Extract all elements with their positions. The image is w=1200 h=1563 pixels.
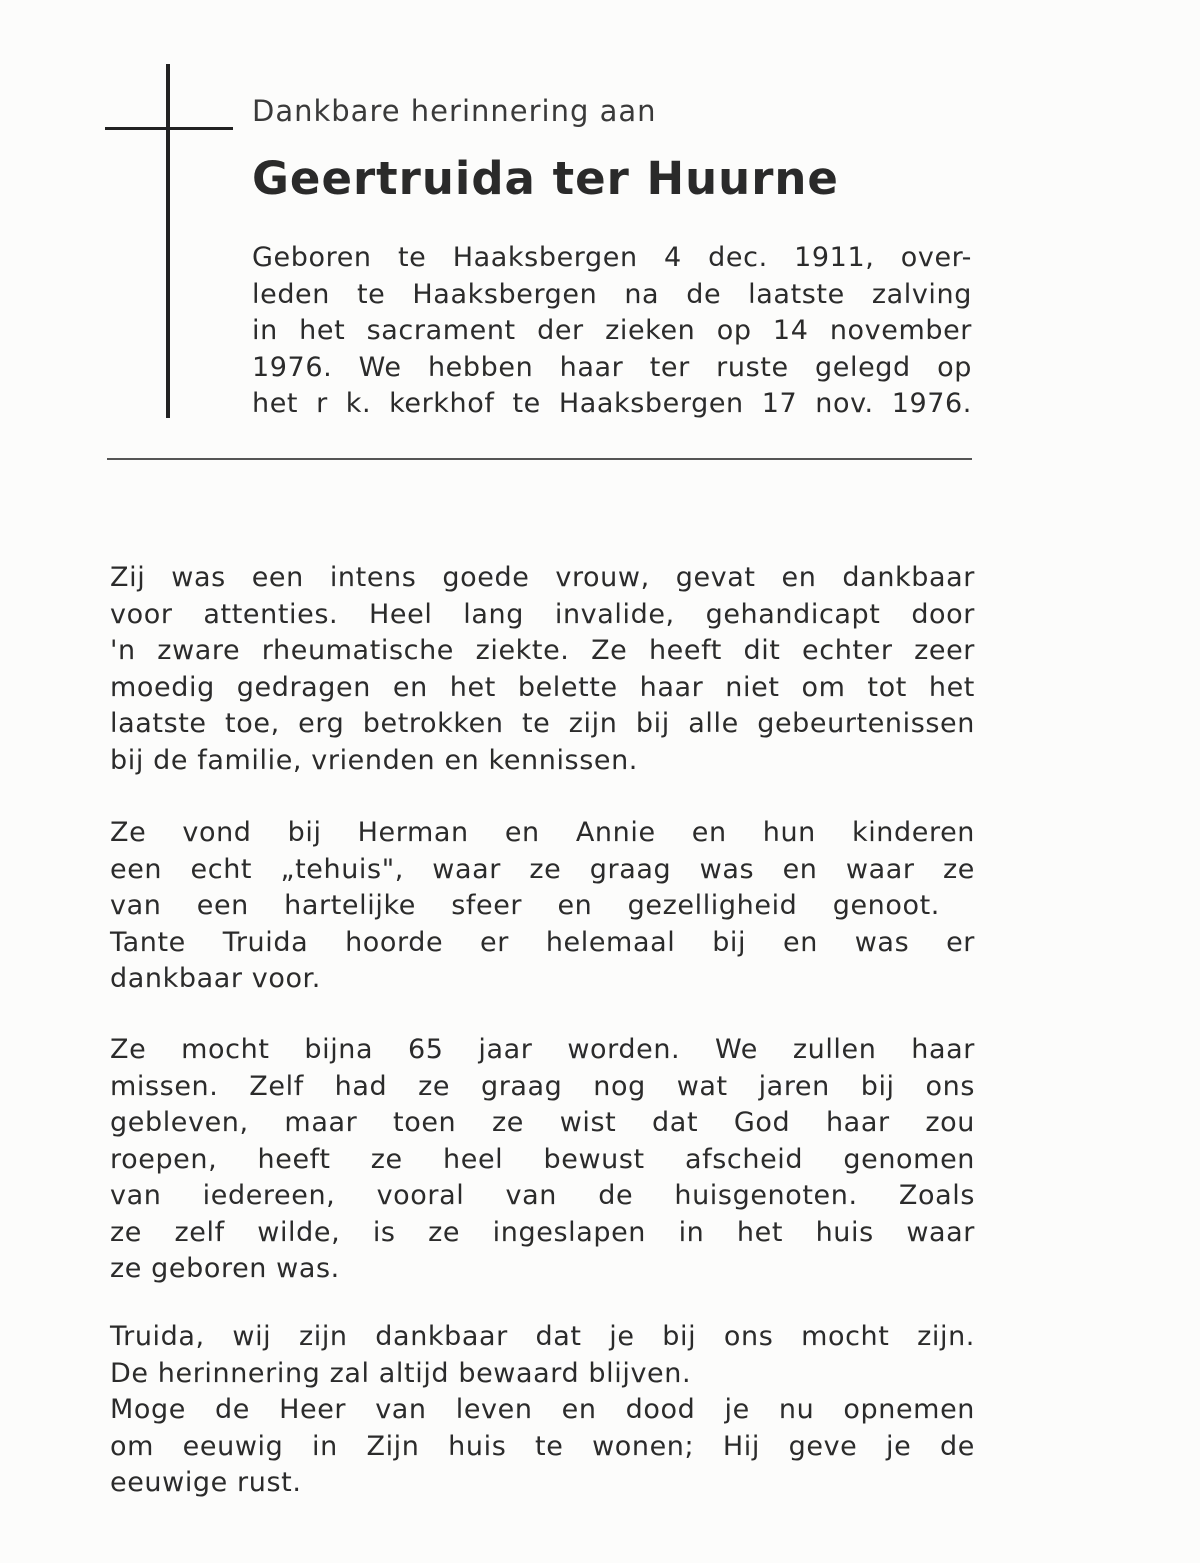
details-line: 1976. We hebben haar ter ruste gelegd op [252, 351, 972, 383]
paragraph-1 [110, 560, 975, 779]
text-line: missen. Zelf had ze graag nog wat jaren bij ons [110, 1070, 975, 1102]
text-line: van iedereen, vooral van de huisgenoten. Zoals [110, 1180, 975, 1211]
cross-icon-bar [105, 127, 233, 130]
paragraph-4 [110, 1319, 975, 1502]
details-line: het r k. kerkhof te Haaksbergen 17 nov. 1976. [252, 388, 972, 419]
text-line: ze zelf wilde, is ze ingeslapen in het huis waar [110, 1216, 975, 1248]
text-line: Ze mocht bijna 65 jaar worden. We zullen haar [110, 1034, 975, 1065]
details-line: in het sacrament der zieken op 14 november [252, 315, 972, 346]
text-line: roepen, heeft ze heel bewust afscheid genomen [110, 1143, 975, 1175]
text-line: van een hartelijke sfeer en gezelligheid genoot. [110, 890, 940, 921]
text-line: Moge de Heer van leven en dood je nu opnemen [110, 1394, 975, 1425]
divider [107, 458, 972, 460]
details-line: leden te Haaksbergen na de laatste zalving [252, 278, 972, 310]
text-line: een echt „tehuis", waar ze graag was en waar ze [110, 853, 975, 885]
paragraph-2 [110, 815, 975, 998]
text-line: ze geboren was. [110, 1253, 340, 1284]
text-line: bij de familie, vrienden en kennissen. [110, 744, 638, 776]
text-line: laatste toe, erg betrokken te zijn bij alle gebeurtenissen [110, 708, 975, 739]
birth-death-details [252, 240, 972, 423]
text-line: eeuwige rust. [110, 1467, 302, 1498]
text-line: 'n zware rheumatische ziekte. Ze heeft dit echter zeer [110, 635, 975, 666]
text-line: Zij was een intens goede vrouw, gevat en dankbaar [110, 562, 975, 593]
text-line: Ze vond bij Herman en Annie en hun kinderen [110, 817, 975, 848]
text-line: dankbaar voor. [110, 963, 321, 994]
text-line: Tante Truida hoorde er helemaal bij en was er [110, 926, 975, 958]
details-line: Geboren te Haaksbergen 4 dec. 1911, over- [252, 242, 972, 273]
paragraph-3 [110, 1032, 975, 1288]
cross-icon [166, 64, 170, 418]
deceased-name: Geertruida ter Huurne [252, 152, 839, 205]
text-line: moedig gedragen en het belette haar niet om tot het [110, 671, 975, 703]
text-line: voor attenties. Heel lang invalide, gehandicapt door [110, 598, 975, 630]
intro-text: Dankbare herinnering aan [252, 94, 657, 128]
text-line: Truida, wij zijn dankbaar dat je bij ons mocht zijn. [110, 1321, 975, 1352]
text-line: De herinnering zal altijd bewaard blijven. [110, 1357, 692, 1389]
text-line: gebleven, maar toen ze wist dat God haar zou [110, 1107, 975, 1138]
text-line: om eeuwig in Zijn huis te wonen; Hij geve je de [110, 1430, 975, 1462]
